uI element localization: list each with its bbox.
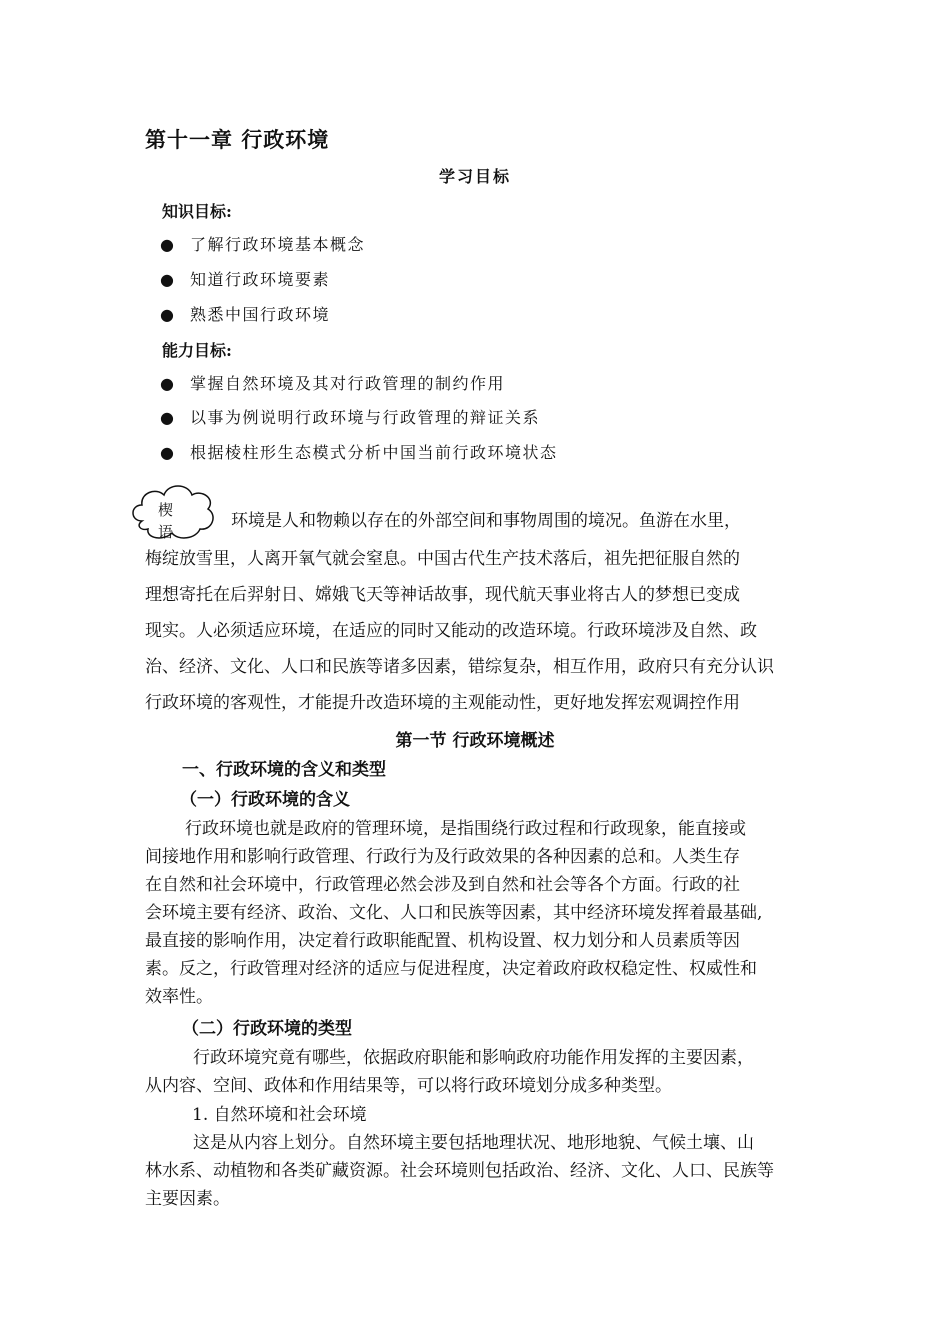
ability-item: ● 根据棱柱形生态模式分析中国当前行政环境状态 xyxy=(160,443,558,462)
ability-goals-heading: 能力目标: xyxy=(162,341,232,360)
text-line: 行政环境的客观性，才能提升改造环境的主观能动性，更好地发挥宏观调控作用 xyxy=(145,693,740,713)
ability-item: ● 掌握自然环境及其对行政管理的制约作用 xyxy=(160,374,506,393)
paragraph-definition xyxy=(145,814,807,1014)
text-line: 从内容、空间、政体和作用结果等，可以将行政环境划分成多种类型。 xyxy=(145,1076,672,1096)
chapter-title: 第十一章 行政环境 xyxy=(145,128,330,152)
knowledge-item: ● 知道行政环境要素 xyxy=(160,270,331,289)
paragraph-natural-social xyxy=(145,1128,807,1216)
text-line: 行政环境究竟有哪些，依据政府职能和影响政府功能作用发挥的主要因素， xyxy=(193,1048,754,1068)
bullet-icon: ● xyxy=(160,408,176,427)
bullet-icon: ● xyxy=(160,270,176,289)
text-line: 现实。人必须适应环境，在适应的同时又能动的改造环境。行政环境涉及自然、政 xyxy=(145,621,757,641)
text-line: 效率性。 xyxy=(145,987,213,1007)
knowledge-item: ● 了解行政环境基本概念 xyxy=(160,235,366,254)
text-line: 行政环境也就是政府的管理环境，是指围绕行政过程和行政现象，能直接或 xyxy=(185,819,746,839)
text-line: 梅绽放雪里，人离开氧气就会窒息。中国古代生产技术落后，祖先把征服自然的 xyxy=(145,549,740,569)
learning-goals-title: 学习目标 xyxy=(438,167,511,186)
heading-1-2: （二）行政环境的类型 xyxy=(182,1019,352,1039)
paragraph-types xyxy=(145,1043,807,1103)
text-line: 林水系、动植物和各类矿藏资源。社会环境则包括政治、经济、文化、人口、民族等 xyxy=(145,1161,774,1181)
heading-1-2-1: 1. 自然环境和社会环境 xyxy=(192,1105,367,1125)
text-line: 环境是人和物赖以存在的外部空间和事物周围的境况。鱼游在水里， xyxy=(231,511,741,531)
intro-paragraph xyxy=(145,506,807,721)
text-line: 理想寄托在后羿射日、嫦娥飞天等神话故事，现代航天事业将古人的梦想已变成 xyxy=(145,585,740,605)
text-line: 素。反之，行政管理对经济的适应与促进程度，决定着政府政权稳定性、权威性和 xyxy=(145,959,757,979)
bullet-icon: ● xyxy=(160,374,176,393)
text-line: 会环境主要有经济、政治、文化、人口和民族等因素，其中经济环境发挥着最基础, xyxy=(145,903,763,923)
text-line: 主要因素。 xyxy=(145,1189,230,1209)
heading-1: 一、行政环境的含义和类型 xyxy=(182,760,386,780)
text-line: 这是从内容上划分。自然环境主要包括地理状况、地形地貌、气候土壤、山 xyxy=(193,1133,754,1153)
bullet-icon: ● xyxy=(160,305,176,324)
heading-1-1: （一）行政环境的含义 xyxy=(180,790,350,810)
section-title: 第一节 行政环境概述 xyxy=(395,731,555,751)
text-line: 治、经济、文化、人口和民族等诸多因素，错综复杂，相互作用，政府只有充分认识 xyxy=(145,657,774,677)
text-line: 间接地作用和影响行政管理、行政行为及行政效果的各种因素的总和。人类生存 xyxy=(145,847,740,867)
bullet-icon: ● xyxy=(160,235,176,254)
text-line: 最直接的影响作用，决定着行政职能配置、机构设置、权力划分和人员素质等因 xyxy=(145,931,740,951)
knowledge-item: ● 熟悉中国行政环境 xyxy=(160,305,331,324)
intro-label: 楔语 xyxy=(158,501,174,541)
bullet-icon: ● xyxy=(160,443,176,462)
text-line: 在自然和社会环境中，行政管理必然会涉及到自然和社会等各个方面。行政的社 xyxy=(145,875,740,895)
ability-item: ● 以事为例说明行政环境与行政管理的辩证关系 xyxy=(160,408,541,427)
knowledge-goals-heading: 知识目标: xyxy=(162,202,232,221)
